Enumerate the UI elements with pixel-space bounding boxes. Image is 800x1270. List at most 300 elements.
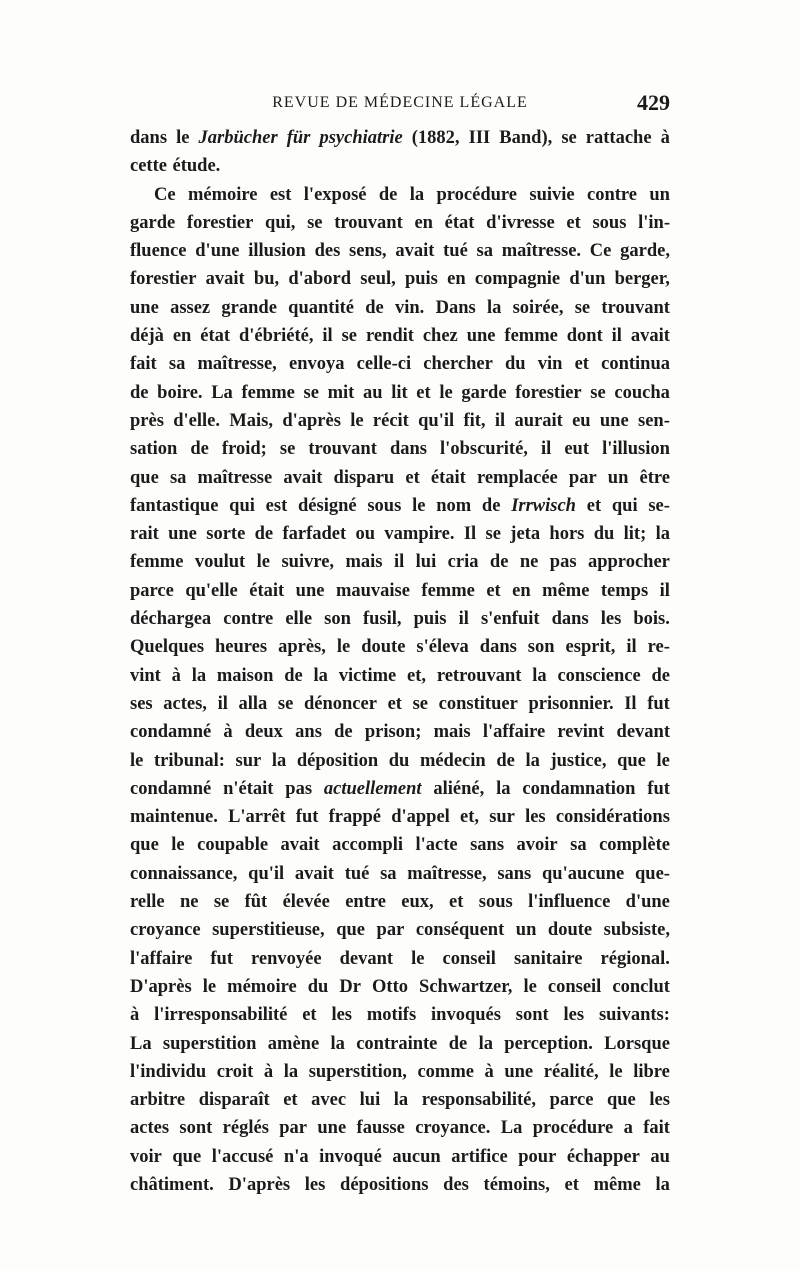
word: la [313, 665, 328, 686]
word: état [200, 326, 231, 347]
word: mémoire [227, 976, 297, 997]
word: et, [460, 807, 479, 828]
word: par [279, 1118, 308, 1139]
word: se [590, 382, 606, 403]
word: une [295, 580, 325, 601]
text-line [130, 520, 670, 548]
word: Ce [589, 241, 612, 262]
word: sans [497, 863, 532, 884]
word: après, [278, 637, 326, 658]
text-line [130, 605, 670, 633]
word: chez [422, 326, 458, 347]
word: du [388, 750, 410, 771]
word: prisonnier. [528, 693, 614, 714]
word: d'ivresse [486, 212, 555, 233]
word: la [532, 665, 547, 686]
text-line [130, 1114, 670, 1142]
word: complète [599, 835, 670, 856]
word: étude. [172, 156, 221, 177]
word: garde [461, 382, 507, 403]
word: La [211, 382, 233, 403]
word: désigné [298, 495, 357, 516]
word: de [448, 1033, 468, 1054]
word: deux [244, 722, 283, 743]
word: le [130, 750, 144, 771]
word: et [574, 354, 589, 375]
word: soirée, [512, 297, 564, 318]
word: (1882, [411, 128, 460, 148]
word: que [130, 835, 159, 856]
word: avoir [516, 835, 558, 856]
word: l'illusion [602, 439, 670, 460]
word: avait [395, 241, 435, 262]
word: fit, [463, 410, 486, 431]
word: subsiste, [603, 920, 670, 941]
italic-word: actuellement [323, 778, 422, 799]
word: maîtresse, [197, 354, 277, 375]
word: renvoyée [251, 948, 322, 969]
word: procédure [532, 1118, 614, 1139]
word: invoqué [319, 1146, 382, 1167]
word: frappé [328, 807, 382, 828]
word: la [271, 750, 287, 771]
word: une [168, 524, 197, 545]
word: se [485, 524, 501, 545]
word: superstitieuse, [212, 920, 325, 941]
word: les [563, 1005, 585, 1026]
word: ses [130, 693, 153, 714]
word: de [496, 750, 515, 771]
text-line [130, 860, 670, 888]
word: la [191, 665, 207, 686]
word: d'une [625, 892, 670, 913]
word: les [304, 1174, 326, 1195]
word: mais [345, 552, 383, 573]
word: berger, [614, 269, 670, 290]
word: que [130, 467, 159, 488]
word: condamné [130, 722, 212, 743]
word: tué [344, 863, 370, 884]
word: châtiment. [130, 1174, 214, 1195]
word: conséquent [415, 920, 505, 941]
word: Mais, [229, 410, 273, 431]
word: les [649, 1090, 670, 1111]
word: avait [630, 326, 670, 347]
text-line [130, 322, 670, 350]
word: bois. [633, 609, 670, 630]
word: de [481, 495, 501, 516]
text-line [130, 548, 670, 576]
word: sa [380, 863, 397, 884]
word: femme [241, 382, 295, 403]
word: dont [566, 326, 603, 347]
word: aucun [392, 1146, 441, 1167]
word: trouvant [308, 439, 377, 460]
text-line [130, 1086, 670, 1114]
word: et [486, 580, 501, 601]
word: artifice [451, 1146, 508, 1167]
word: elle [285, 609, 313, 630]
word: temps [600, 580, 649, 601]
word: mémoire [187, 184, 258, 205]
word: fausse [356, 1118, 405, 1139]
word: actes [130, 1118, 170, 1139]
text-line [130, 633, 670, 661]
word: et [387, 693, 402, 714]
word: ne [519, 552, 539, 573]
word: Band), [499, 128, 553, 148]
word: le [350, 410, 364, 431]
word: la [496, 778, 511, 799]
word: mauvaise [335, 580, 410, 601]
text-line [130, 888, 670, 916]
word: mais [433, 722, 471, 743]
word: il [322, 326, 333, 347]
text-line [130, 237, 670, 265]
word: sation [130, 439, 178, 460]
word: parce [549, 1090, 594, 1111]
word: déposition [296, 750, 379, 771]
word: la [330, 1033, 345, 1054]
word: bu, [253, 269, 280, 290]
word: lui [415, 552, 437, 573]
word: l'exposé [303, 184, 367, 205]
page-number: 429 [637, 90, 670, 115]
word: d'après [282, 410, 341, 431]
word: se [341, 326, 358, 347]
italic-word: psychiatrie [319, 128, 403, 148]
word: vin [537, 354, 563, 375]
word: l'obscurité, [440, 439, 528, 460]
word: continua [601, 354, 670, 375]
word: invoqués [431, 1005, 501, 1026]
word: D'après [228, 1174, 291, 1195]
word: fait [643, 1118, 670, 1139]
word: à [660, 128, 670, 148]
word: et [449, 892, 464, 913]
text-line [130, 350, 670, 378]
word: se [303, 382, 319, 403]
word: le [176, 128, 190, 148]
word: approcher [587, 552, 670, 573]
word: de [254, 524, 274, 545]
word: trouvant [334, 212, 403, 233]
word: est [269, 184, 292, 205]
word: même [542, 580, 590, 601]
word: la [655, 1174, 670, 1195]
word: et, [407, 665, 427, 686]
word: rait [130, 524, 159, 545]
word: constituer [438, 693, 518, 714]
word: ou [355, 524, 376, 545]
word: que [606, 1090, 636, 1111]
word: sanitaire [513, 948, 583, 969]
word: fusil, [362, 609, 402, 630]
word: maison [216, 665, 274, 686]
word: pas [549, 552, 577, 573]
word: se [412, 693, 429, 714]
word: avait [205, 269, 245, 290]
word: se- [648, 495, 670, 516]
word: médecin [419, 750, 486, 771]
word: de [365, 297, 384, 318]
word: assez [170, 297, 211, 318]
word: coucha [614, 382, 670, 403]
word: revint [557, 722, 605, 743]
word: sont [179, 1118, 213, 1139]
word: se [561, 128, 577, 148]
text-line [130, 265, 670, 293]
word: se [574, 297, 591, 318]
word: être [639, 467, 670, 488]
text-line [130, 1030, 670, 1058]
text-line [130, 945, 670, 973]
word: connaissance, [130, 863, 238, 884]
word: même [593, 1174, 641, 1195]
word: que [172, 1146, 202, 1167]
word: D'après [130, 976, 192, 997]
word: état [444, 212, 475, 233]
word: maîtresse [197, 467, 273, 488]
word: dans [551, 609, 589, 630]
word: ne [179, 892, 199, 913]
word: le [171, 835, 185, 856]
word: et [405, 467, 420, 488]
word: sous [478, 892, 513, 913]
word: puis [404, 269, 438, 290]
word: garde [130, 212, 176, 233]
word: qui [229, 495, 255, 516]
word: une [599, 410, 629, 431]
running-title: REVUE DE MÉDECINE LÉGALE [272, 94, 528, 111]
text-line [130, 1143, 670, 1171]
word: forestier [515, 382, 582, 403]
word: la [655, 524, 670, 545]
word: l'influence [528, 892, 611, 913]
word: son [527, 637, 555, 658]
word: dans [389, 439, 427, 460]
word: contre [587, 184, 638, 205]
word: il [659, 580, 670, 601]
word: Il [463, 524, 477, 545]
word: responsabilité, [421, 1090, 537, 1111]
word: hors [549, 524, 585, 545]
word: il [494, 410, 506, 431]
word: la [525, 750, 540, 771]
word: mit [327, 382, 355, 403]
word: en [512, 580, 531, 601]
word: de [190, 439, 209, 460]
word: lui [359, 1090, 381, 1111]
word: dans [479, 637, 517, 658]
word: le [411, 948, 425, 969]
text-line [130, 152, 670, 180]
word: disparaît [198, 1090, 270, 1111]
word: que- [635, 863, 670, 884]
word: disparu [333, 467, 395, 488]
word: fut [210, 948, 233, 969]
word: se [307, 212, 323, 233]
word: III [468, 128, 491, 148]
word: et [566, 212, 581, 233]
text-line [130, 124, 670, 152]
word: son [324, 609, 351, 630]
word: tué [443, 241, 468, 262]
word: arbitre [130, 1090, 186, 1111]
word: illusion [248, 241, 306, 262]
word: n'a [283, 1146, 309, 1167]
word: qu'elle [185, 580, 238, 601]
word: ans [295, 722, 322, 743]
word: farfadet [282, 524, 347, 545]
text-line [130, 718, 670, 746]
word: la [283, 1061, 299, 1082]
text-line [130, 803, 670, 831]
word: qui, [265, 212, 296, 233]
word: maîtresse. [501, 241, 582, 262]
word: l'in- [638, 212, 670, 233]
word: sont [515, 1005, 549, 1026]
word: re- [647, 637, 670, 658]
word: et [416, 382, 431, 403]
word: croit [216, 1061, 254, 1082]
italic-word: Irrwisch [511, 495, 576, 516]
word: suivants: [598, 1005, 670, 1026]
word: trouvant [601, 297, 670, 318]
word: seul, [360, 269, 396, 290]
word: à [223, 722, 233, 743]
word: victime [338, 665, 397, 686]
word: conseil [442, 948, 496, 969]
word: Dans [435, 297, 476, 318]
word: il [611, 326, 622, 347]
text-line [130, 435, 670, 463]
word: était [249, 580, 285, 601]
word: au [650, 1146, 670, 1167]
word: retrouvant [436, 665, 522, 686]
word: actes, [163, 693, 207, 714]
word: les [331, 1005, 352, 1026]
text-line [130, 1171, 670, 1199]
italic-word: für [286, 128, 311, 148]
word: devant [339, 948, 394, 969]
word: sur [235, 750, 262, 771]
body-text [130, 124, 670, 1199]
word: eux, [401, 892, 434, 913]
word: amène [267, 1033, 320, 1054]
word: la [478, 1033, 493, 1054]
word: contre [223, 609, 274, 630]
word: régional. [600, 948, 670, 969]
word: en [172, 326, 192, 347]
word: la [393, 1090, 409, 1111]
text-line [130, 577, 670, 605]
word: superstition [162, 1033, 257, 1054]
word: eu [572, 410, 591, 431]
italic-word: Jarbücher [198, 128, 278, 148]
word: les [600, 609, 622, 630]
word: L'arrêt [228, 807, 286, 828]
text-line [130, 181, 670, 209]
word: que [617, 750, 646, 771]
word: doute [361, 637, 406, 658]
word: un [649, 184, 670, 205]
word: conscience [557, 665, 641, 686]
word: fut [647, 693, 670, 714]
word: lit [391, 382, 408, 403]
word: coupable [197, 835, 269, 856]
word: le [202, 976, 217, 997]
word: aurait [514, 410, 563, 431]
text-line [130, 464, 670, 492]
word: une [130, 297, 159, 318]
text-line [130, 407, 670, 435]
text-line [130, 294, 670, 322]
word: froid; [221, 439, 267, 460]
word: fait [130, 354, 157, 375]
word: de [284, 665, 303, 686]
word: La [500, 1118, 523, 1139]
word: réglés [222, 1118, 269, 1139]
word: grande [221, 297, 277, 318]
word: la [486, 297, 502, 318]
word: fût [244, 892, 268, 913]
word: avait [280, 835, 320, 856]
word: un [515, 920, 537, 941]
word: et [283, 1090, 298, 1111]
word: remplacée [476, 467, 558, 488]
word: à [171, 665, 181, 686]
word: devant [616, 722, 670, 743]
word: et [564, 1174, 579, 1195]
word: d'elle. [173, 410, 220, 431]
word: était [430, 467, 466, 488]
word: que [336, 920, 365, 941]
word: qu'il [418, 410, 455, 431]
word: pas [285, 778, 313, 799]
text-line [130, 831, 670, 859]
word: qu'aucune [542, 863, 625, 884]
word: maîtresse, [407, 863, 487, 884]
text-line [130, 747, 670, 775]
word: condamné [130, 778, 212, 799]
word: la [409, 184, 425, 205]
word: témoins, [483, 1174, 550, 1195]
word: sa [168, 354, 186, 375]
word: femme [421, 580, 475, 601]
word: comme [417, 1061, 474, 1082]
word: sous [367, 495, 402, 516]
word: l'affaire [482, 722, 546, 743]
word: fantastique [130, 495, 219, 516]
text-line [130, 1001, 670, 1029]
word: entre [345, 892, 386, 913]
text-line [130, 492, 670, 520]
word: s'éleva [416, 637, 469, 658]
word: de [130, 382, 149, 403]
word: a [623, 1118, 633, 1139]
word: de [489, 552, 509, 573]
word: Schwartzer, [419, 976, 513, 997]
word: le [256, 552, 271, 573]
word: accompli [332, 835, 403, 856]
text-line [130, 690, 670, 718]
word: s'enfuit [480, 609, 540, 630]
word: quantité [288, 297, 354, 318]
word: dénoncer [303, 693, 377, 714]
word: l'affaire [130, 948, 193, 969]
word: conclut [612, 976, 670, 997]
